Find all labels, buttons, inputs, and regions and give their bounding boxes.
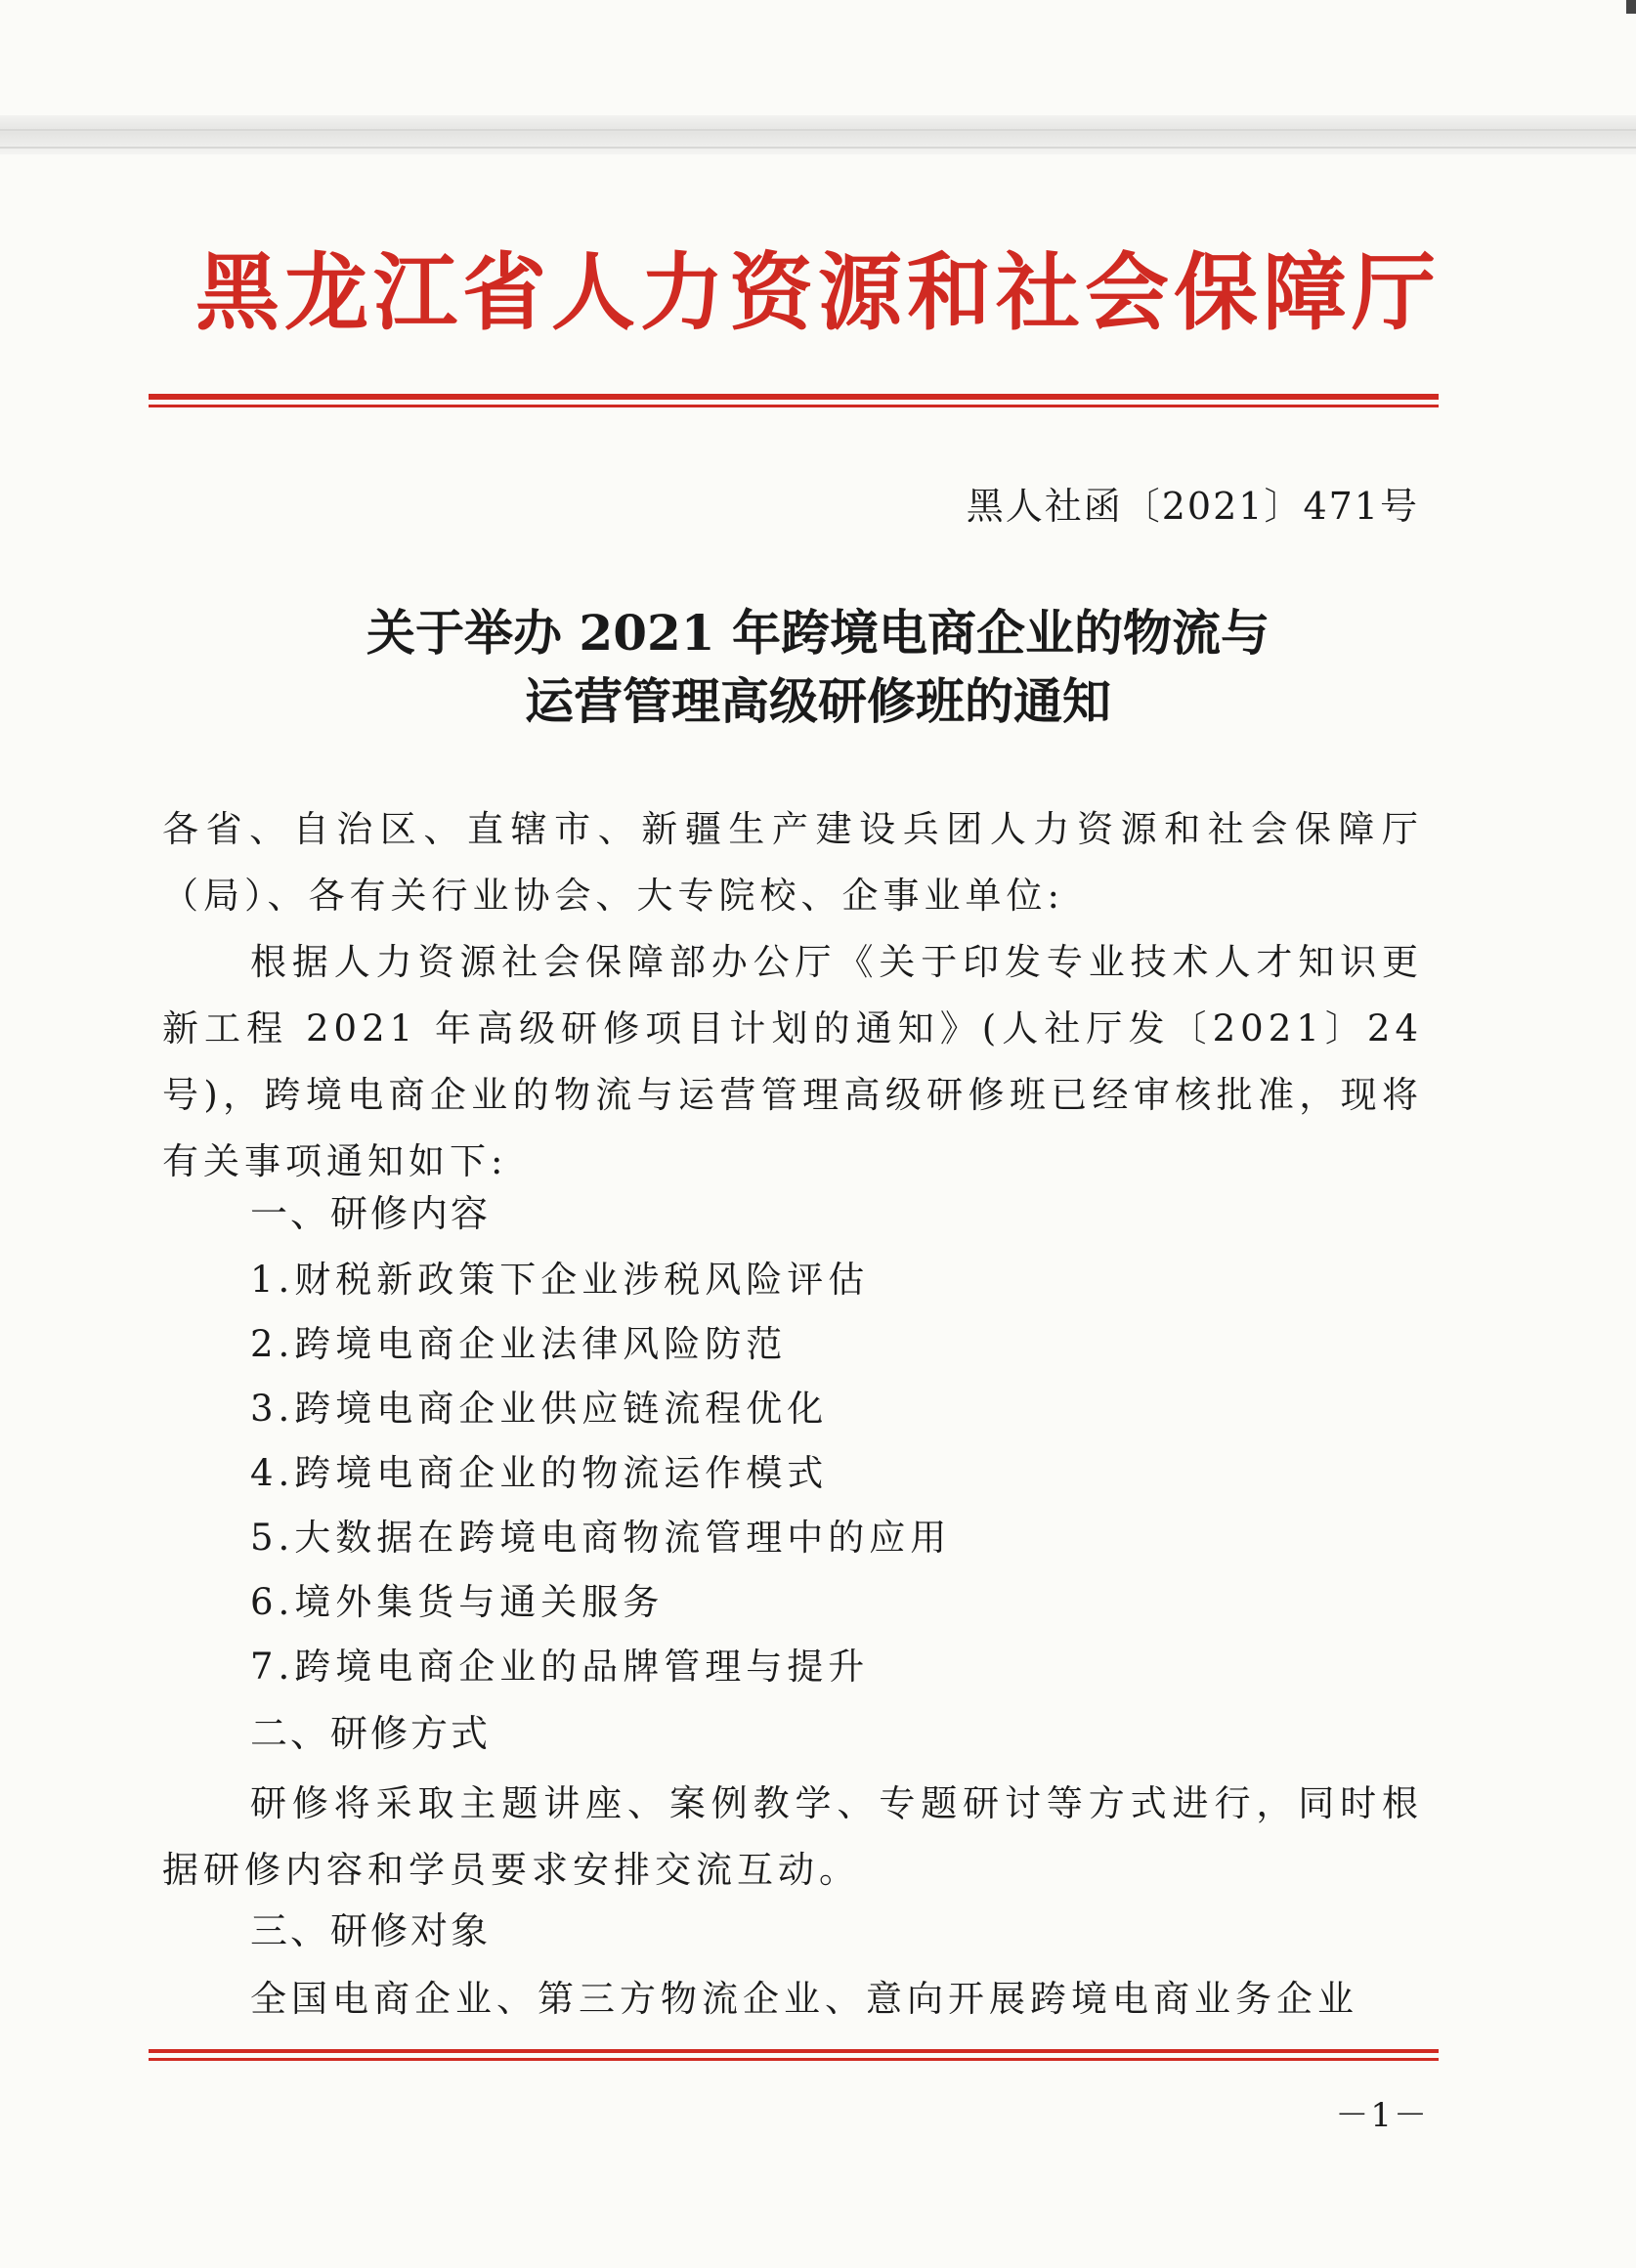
- method-paragraph: 研修将采取主题讲座、案例教学、专题研讨等方式进行，同时根据研修内容和学员要求安排交流互动。: [162, 1782, 1423, 1891]
- document-number: 黑人社函〔2021〕471号: [966, 485, 1419, 528]
- content-item: 7.跨境电商企业的品牌管理与提升: [250, 1646, 870, 1688]
- intro-paragraph: 根据人力资源社会保障部办公厅《关于印发专业技术人才知识更新工程 2021 年高级研修项目计划的通知》(人社厅发〔2021〕24 号)，跨境电商企业的物流与运营管理高级研修班已经审核批准，现将有关事项通知如下:: [162, 941, 1423, 1182]
- document-title-line-1: 关于举办 2021 年跨境电商企业的物流与: [366, 604, 1270, 662]
- section-heading-audience: 三、研修对象: [250, 1909, 492, 1952]
- content-item: 5.大数据在跨境电商物流管理中的应用: [250, 1517, 952, 1559]
- document-title-line-2: 运营管理高级研修班的通知: [525, 672, 1111, 730]
- content-item: 3.跨境电商企业供应链流程优化: [250, 1388, 829, 1430]
- scan-shadow-band: [0, 115, 1636, 154]
- recipients-paragraph: 各省、自治区、直辖市、新疆生产建设兵团人力资源和社会保障厅（局）、各有关行业协会、大专院校、企事业单位:: [162, 808, 1423, 917]
- content-item: 6.境外集货与通关服务: [250, 1581, 665, 1623]
- section-heading-method: 二、研修方式: [250, 1712, 492, 1755]
- section-heading-content: 一、研修内容: [250, 1192, 492, 1235]
- letterhead-red-rule: [149, 394, 1439, 400]
- agency-letterhead: 黑龙江省人力资源和社会保障厅: [195, 244, 1441, 342]
- content-item: 4.跨境电商企业的物流运作模式: [250, 1452, 829, 1494]
- content-item: 1.财税新政策下企业涉税风险评估: [250, 1259, 870, 1301]
- scan-line: [0, 129, 1636, 131]
- audience-paragraph: 全国电商企业、第三方物流企业、意向开展跨境电商业务企业: [250, 1978, 1358, 2020]
- page-number: －1－: [1335, 2096, 1429, 2135]
- content-item: 2.跨境电商企业法律风险防范: [250, 1323, 788, 1365]
- footer-red-rule: [149, 2049, 1439, 2053]
- footer-red-rule-thin: [149, 2058, 1439, 2061]
- scan-line: [0, 147, 1636, 149]
- letterhead-red-rule-thin: [149, 405, 1439, 407]
- scan-edge-mark: [1626, 0, 1636, 14]
